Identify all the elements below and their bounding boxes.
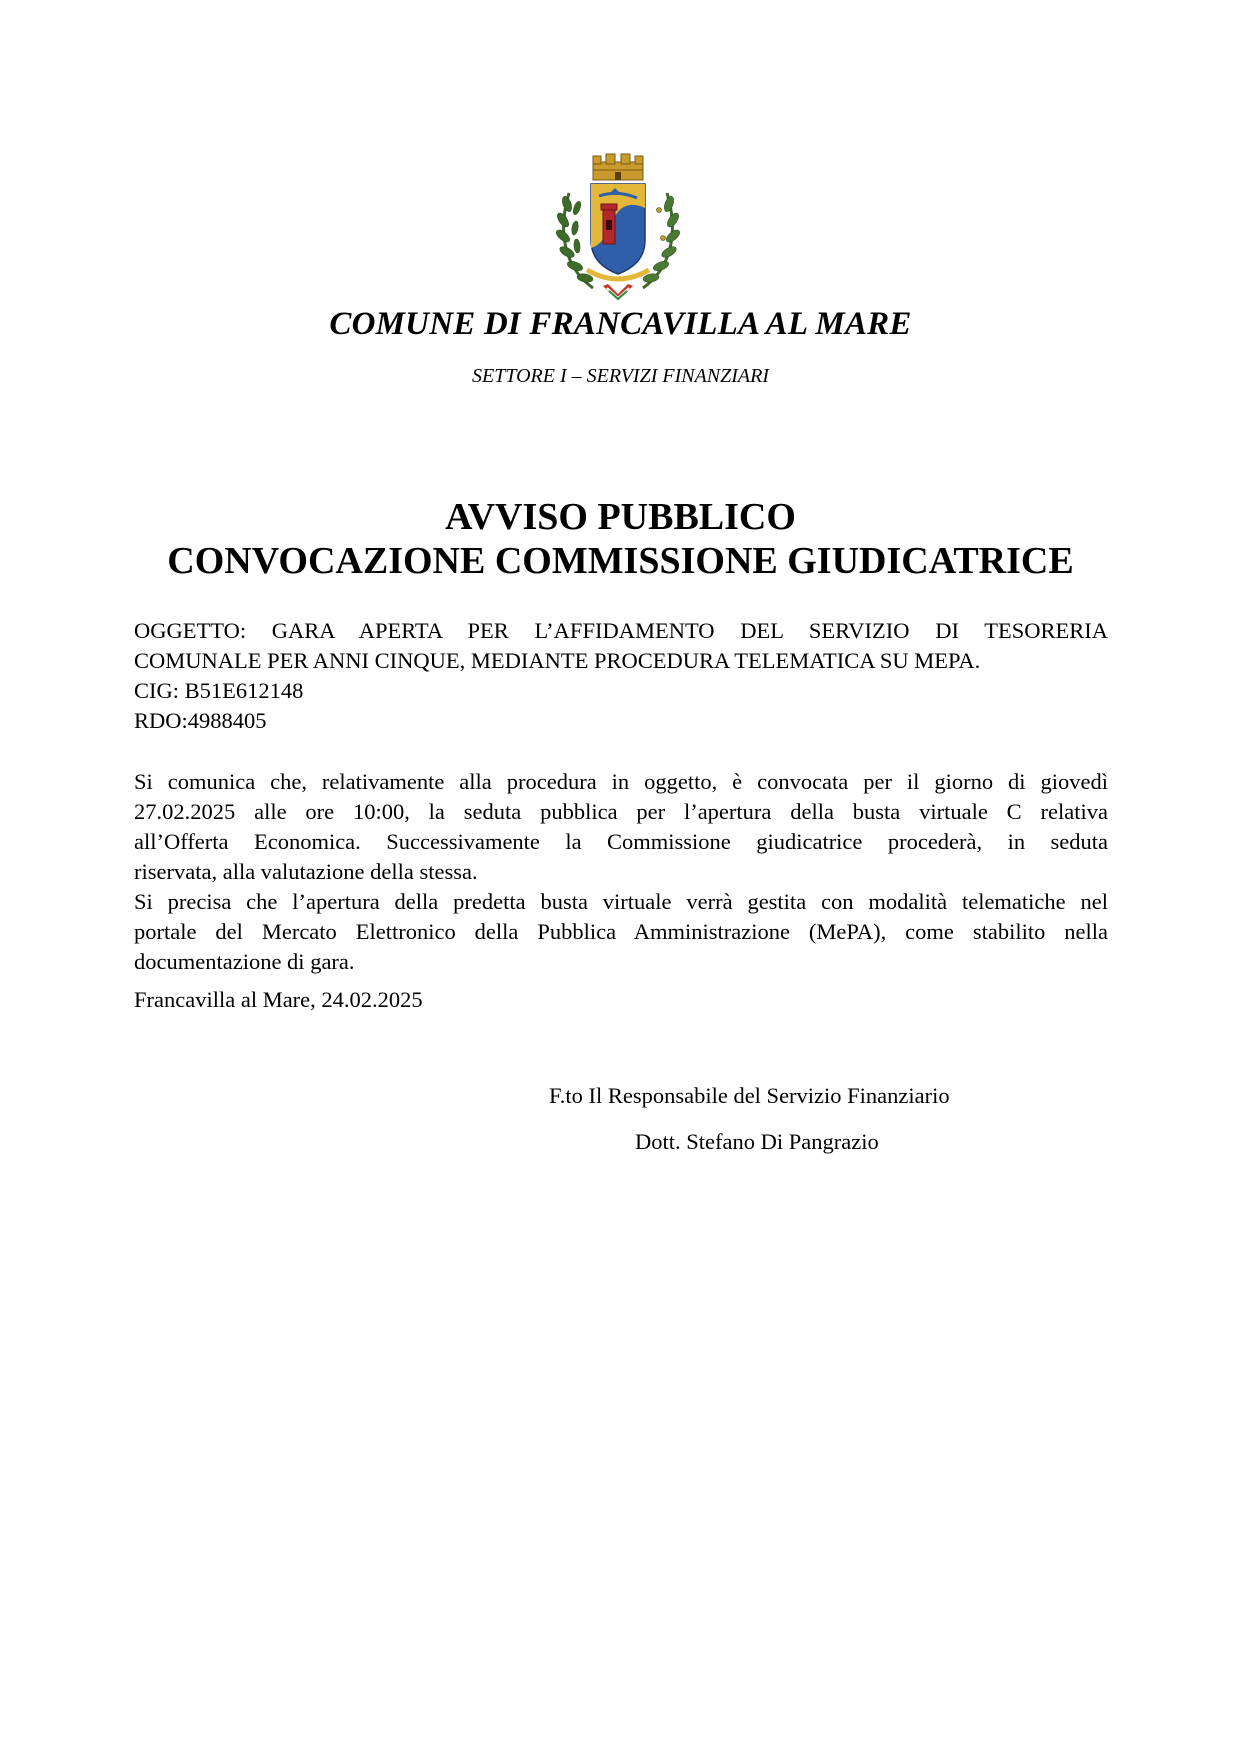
cig-code: CIG: B51E612148 <box>134 678 304 703</box>
body-paragraph-2-line-3: documentazione di gara. <box>134 949 355 974</box>
place-and-date: Francavilla al Mare, 24.02.2025 <box>134 987 423 1012</box>
rdo-code: RDO:4988405 <box>134 708 267 733</box>
notice-title: AVVISO PUBBLICO <box>445 496 796 538</box>
subject-line-1: OGGETTO: GARA APERTA PER L’AFFIDAMENTO DEL SERVIZIO DI TESORERIA <box>134 618 1108 643</box>
body-paragraph-2-line-1: Si precisa che l’apertura della predetta busta virtuale verrà gestita con modalità telematiche nel <box>134 889 1108 914</box>
subject-line-2: COMUNALE PER ANNI CINQUE, MEDIANTE PROCEDURA TELEMATICA SU MEPA. <box>134 648 981 673</box>
signatory-name: Dott. Stefano Di Pangrazio <box>635 1129 879 1154</box>
body-paragraph-1-line-2: 27.02.2025 alle ore 10:00, la seduta pubblica per l’apertura della busta virtuale C relativa <box>134 799 1108 824</box>
body-paragraph-1-line-1: Si comunica che, relativamente alla procedura in oggetto, è convocata per il giorno di giovedì <box>134 769 1108 794</box>
shield-icon <box>591 184 645 274</box>
laurel-branch-left <box>554 193 593 288</box>
municipal-coat-of-arms-icon <box>553 148 683 308</box>
oak-branch-right <box>642 193 681 288</box>
body-paragraph-1-line-4: riservata, alla valutazione della stessa. <box>134 859 478 884</box>
notice-subtitle: CONVOCAZIONE COMMISSIONE GIUDICATRICE <box>167 540 1074 582</box>
mural-crown-icon <box>593 154 643 180</box>
signatory-role: F.to Il Responsabile del Servizio Finanziario <box>549 1083 950 1108</box>
body-paragraph-2-line-2: portale del Mercato Elettronico della Pubblica Amministrazione (MePA), come stabilito nella <box>134 919 1108 944</box>
sector-name: SETTORE I – SERVIZI FINANZIARI <box>471 365 770 387</box>
municipality-name: COMUNE DI FRANCAVILLA AL MARE <box>329 306 912 342</box>
body-paragraph-1-line-3: all’Offerta Economica. Successivamente la Commissione giudicatrice procederà, in seduta <box>134 829 1108 854</box>
